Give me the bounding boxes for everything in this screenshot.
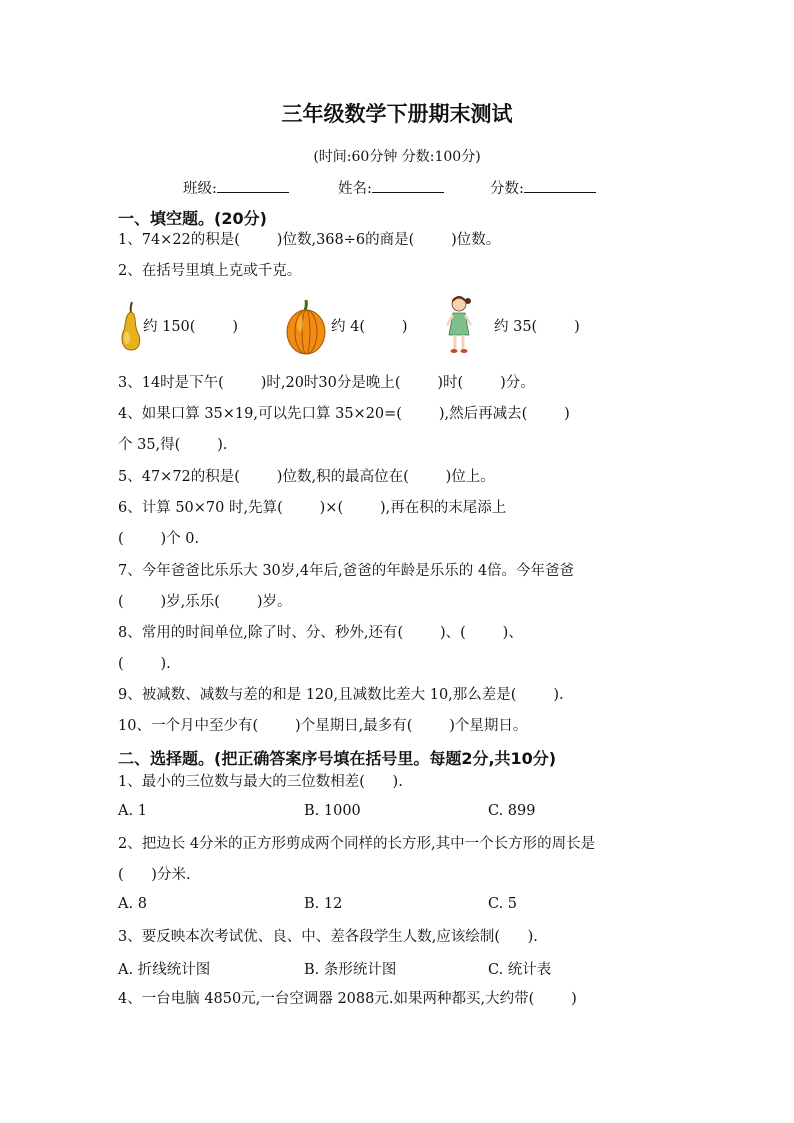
question-1-7b: ( )岁,乐乐( )岁。: [118, 594, 292, 610]
question-1-2: 2、在括号里填上克或千克。: [118, 263, 302, 279]
question-2-3: 3、要反映本次考试优、良、中、差各段学生人数,应该绘制( ).: [118, 929, 538, 945]
section2-heading: 二、选择题。(把正确答案序号填在括号里。每题2分,共10分): [118, 749, 557, 768]
option-2-3-b[interactable]: B. 条形统计图: [304, 962, 397, 978]
option-2-1-a[interactable]: A. 1: [118, 803, 147, 819]
question-1-7a: 7、今年爸爸比乐乐大 30岁,4年后,爸爸的年龄是乐乐的 4倍。今年爸爸: [118, 563, 575, 579]
option-2-3-a[interactable]: A. 折线统计图: [118, 962, 211, 978]
option-2-3-c[interactable]: C. 统计表: [488, 962, 552, 978]
question-1-8b: ( ).: [118, 656, 171, 672]
question-1-5: 5、47×72的积是( )位数,积的最高位在( )位上。: [118, 469, 495, 485]
question-1-1: 1、74×22的积是( )位数,368÷6的商是( )位数。: [118, 232, 501, 248]
option-2-1-b[interactable]: B. 1000: [304, 803, 361, 819]
exam-info: (时间:60分钟 分数:100分): [313, 149, 481, 165]
option-2-1-c[interactable]: C. 899: [488, 803, 536, 819]
score-blank[interactable]: [524, 176, 596, 193]
name-blank[interactable]: [372, 176, 444, 193]
question-1-9: 9、被减数、减数与差的和是 120,且减数比差大 10,那么差是( ).: [118, 687, 564, 703]
option-2-2-c[interactable]: C. 5: [488, 896, 518, 912]
pear-item: 约 150( ): [143, 319, 238, 335]
girl-icon: [445, 295, 473, 355]
question-2-2b: ( )分米.: [118, 867, 191, 883]
option-2-2-a[interactable]: A. 8: [118, 896, 147, 912]
question-1-6b: ( )个 0.: [118, 531, 200, 547]
page-title: 三年级数学下册期末测试: [281, 102, 513, 126]
question-1-4b: 个 35,得( ).: [118, 437, 228, 453]
class-label: 班级:: [183, 181, 217, 197]
question-2-1: 1、最小的三位数与最大的三位数相差( ).: [118, 774, 403, 790]
question-1-4a: 4、如果口算 35×19,可以先口算 35×20=( ),然后再减去( ): [118, 406, 570, 422]
question-1-3: 3、14时是下午( )时,20时30分是晚上( )时( )分。: [118, 375, 535, 391]
question-1-10: 10、一个月中至少有( )个星期日,最多有( )个星期日。: [118, 718, 528, 734]
pumpkin-item: 约 4( ): [331, 319, 408, 335]
option-2-2-b[interactable]: B. 12: [304, 896, 343, 912]
question-2-4: 4、一台电脑 4850元,一台空调器 2088元.如果两种都买,大约带( ): [118, 991, 577, 1007]
girl-item: 约 35( ): [494, 319, 580, 335]
class-field: [183, 176, 289, 198]
question-2-2a: 2、把边长 4分米的正方形剪成两个同样的长方形,其中一个长方形的周长是: [118, 836, 596, 852]
score-field: [490, 176, 596, 198]
section1-heading: 一、填空题。(20分): [118, 209, 267, 228]
pear-icon: [116, 300, 144, 352]
name-field: [338, 176, 444, 198]
class-blank[interactable]: [217, 176, 289, 193]
name-label: 姓名:: [338, 181, 372, 197]
question-1-6a: 6、计算 50×70 时,先算( )×( ),再在积的末尾添上: [118, 500, 507, 516]
question-1-8a: 8、常用的时间单位,除了时、分、秒外,还有( )、( )、: [118, 625, 523, 641]
score-label: 分数:: [490, 181, 524, 197]
pumpkin-icon: [285, 296, 327, 356]
